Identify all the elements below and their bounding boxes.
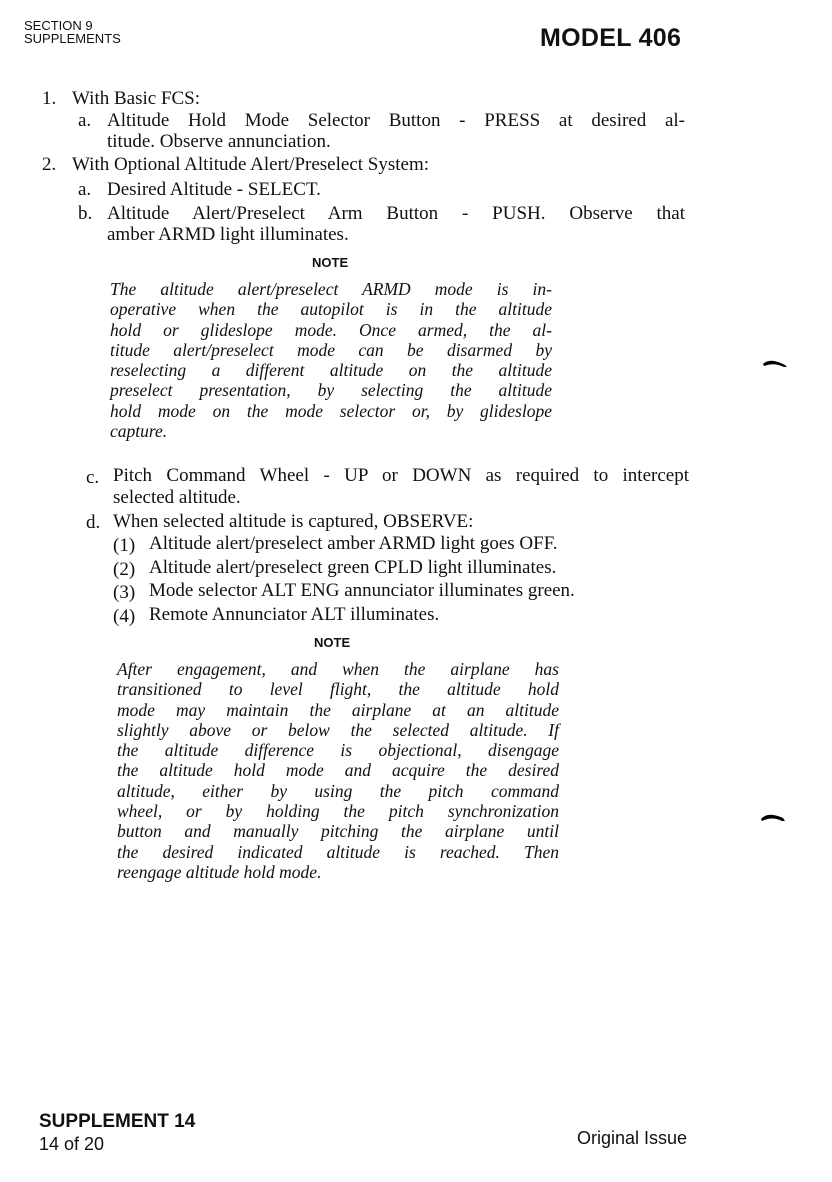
note-2-line: the desired indicated altitude is reached. Then <box>117 841 559 862</box>
section-line1: SECTION 9 <box>24 18 93 33</box>
item-2c-line2: selected altitude. <box>113 487 241 508</box>
item-2b-line2: amber ARMD light illuminates. <box>107 224 349 245</box>
sub-item-4-text: Remote Annunciator ALT illuminates. <box>149 604 440 625</box>
note-2-line: button and manually pitching the airplane until <box>117 821 559 842</box>
item-2b-number: b. <box>78 203 93 224</box>
note-2-line: the altitude hold mode and acquire the desired <box>117 760 559 781</box>
note-1-line: The altitude alert/preselect ARMD mode is in- <box>110 279 552 299</box>
sub-item-3-number: (3) <box>113 582 136 603</box>
sub-item-1-text: Altitude alert/preselect amber ARMD light goes OFF. <box>149 533 558 554</box>
section-label <box>24 19 121 45</box>
item-2a-text: Desired Altitude - SELECT. <box>107 179 321 200</box>
model-title: MODEL 406 <box>540 24 682 52</box>
item-1a-number: a. <box>78 110 92 131</box>
note-1-line: capture. <box>110 421 168 442</box>
sub-item-3-text: Mode selector ALT ENG annunciator illuminates green. <box>149 580 575 601</box>
item-2d-text: When selected altitude is captured, OBSERVE: <box>113 511 474 532</box>
sub-item-2-text: Altitude alert/preselect green CPLD light illuminates. <box>149 557 557 578</box>
footer-page-number: 14 of 20 <box>39 1134 105 1154</box>
note-2-body <box>117 659 559 882</box>
note-1-line: reselecting a different altitude on the altitude <box>110 360 552 381</box>
footer-supplement: SUPPLEMENT 14 <box>39 1111 196 1132</box>
item-1a-line2: titude. Observe annunciation. <box>107 131 331 152</box>
note-2-line: slightly above or below the selected altitude. If <box>117 719 559 740</box>
note-1-line: hold or glideslope mode. Once armed, the al- <box>110 319 552 340</box>
item-2a-number: a. <box>78 179 92 200</box>
note-1-line: preselect presentation, by selecting the altitude <box>110 380 552 401</box>
item-2b-line1: Altitude Alert/Preselect Arm Button - PUSH. Observe that <box>107 203 685 224</box>
item-1a-line1: Altitude Hold Mode Selector Button - PRESS at desired al- <box>107 110 685 131</box>
note-2-line: the altitude difference is objectional, disengage <box>117 740 559 761</box>
note-2-line: altitude, either by using the pitch command <box>117 780 559 801</box>
sub-item-4-number: (4) <box>113 606 136 627</box>
note-2-line: transitioned to level flight, the altitude hold <box>117 679 559 700</box>
item-2c-line1: Pitch Command Wheel - UP or DOWN as required to intercept <box>113 465 689 486</box>
section-line2: SUPPLEMENTS <box>24 31 121 46</box>
item-2c-number: c. <box>86 467 100 488</box>
item-1-number: 1. <box>42 88 57 109</box>
note-2-line: reengage altitude hold mode. <box>117 861 322 882</box>
note-1-heading: NOTE <box>312 255 349 270</box>
note-1-body <box>110 279 552 441</box>
note-2-line: After engagement, and when the airplane has <box>117 659 559 679</box>
note-1-line: hold mode on the mode selector or, by glideslope <box>110 400 552 421</box>
note-1-line: operative when the autopilot is in the altitude <box>110 299 552 320</box>
note-2-heading: NOTE <box>314 635 351 650</box>
change-mark-icon <box>762 358 788 368</box>
note-2-line: wheel, or by holding the pitch synchronization <box>117 801 559 822</box>
item-1-text: With Basic FCS: <box>72 88 201 109</box>
item-2-number: 2. <box>42 154 57 175</box>
change-mark-icon <box>760 812 786 822</box>
note-1-line: titude alert/preselect mode can be disarmed by <box>110 339 552 360</box>
note-2-line: mode may maintain the airplane at an altitude <box>117 699 559 720</box>
sub-item-1-number: (1) <box>113 535 136 556</box>
footer-issue: Original Issue <box>577 1128 688 1148</box>
item-2-text: With Optional Altitude Alert/Preselect System: <box>72 154 430 175</box>
sub-item-2-number: (2) <box>113 559 136 580</box>
item-2d-number: d. <box>86 512 101 533</box>
